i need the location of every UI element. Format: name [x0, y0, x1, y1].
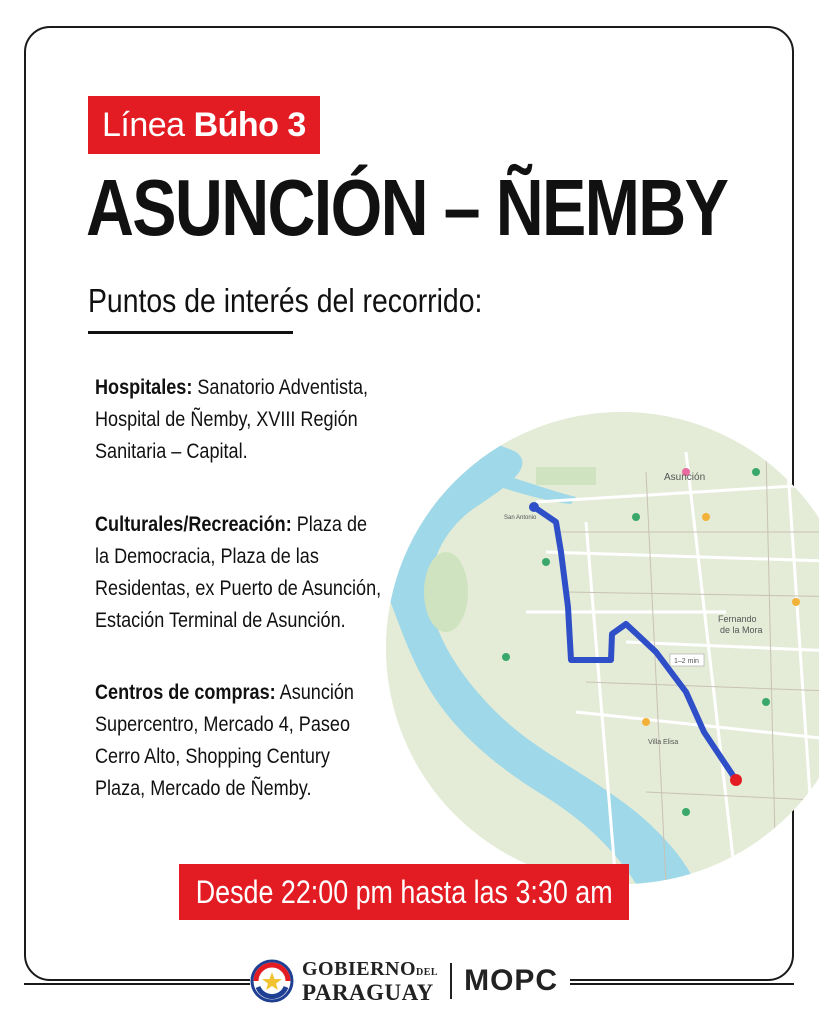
gov-line2: PARAGUAY — [302, 980, 434, 1005]
map-label-de-la-mora: de la Mora — [720, 625, 763, 635]
route-end-marker — [730, 774, 742, 786]
footer-line-right — [565, 983, 794, 985]
section-label: Culturales/Recreación: — [95, 513, 292, 536]
schedule-banner — [179, 864, 629, 920]
schedule-text: Desde 22:00 pm hasta las 3:30 am — [195, 873, 613, 910]
map-label-villa-elisa: Villa Elisa — [648, 739, 679, 746]
section-culture — [95, 509, 382, 637]
section-label: Hospitales: — [95, 376, 193, 399]
logo-separator — [450, 963, 452, 999]
route-subtitle: Puntos de interés del recorrido: — [88, 282, 483, 319]
route-start-marker — [529, 502, 539, 512]
subtitle-underline — [88, 331, 293, 334]
section-text: Plaza de la Democracia, Plaza de las Residentas, ex Puerto de Asunción, Estación Terminal de Asunción. — [95, 513, 382, 632]
park-area — [536, 467, 596, 485]
section-hospitals — [95, 372, 369, 468]
section-shopping — [95, 677, 353, 805]
section-text: Sanatorio Adventista, Hospital de Ñemby, XVIII Región Sanitaria – Capital. — [95, 376, 369, 463]
gov-del: DEL — [416, 967, 439, 978]
map-label-asuncion: Asunción — [664, 472, 706, 483]
section-text: Asunción Supercentro, Mercado 4, Paseo Cerro Alto, Shopping Century Plaza, Mercado de Ñemby. — [95, 681, 354, 800]
line-prefix: Línea — [102, 105, 185, 144]
map-label-fernando: Fernando — [718, 614, 757, 624]
mopc-logo: MOPC — [464, 964, 559, 997]
route-title: ASUNCIÓN – ÑEMBY — [86, 163, 728, 252]
island-park — [424, 552, 468, 632]
gov-line1: GOBIERNO — [302, 958, 417, 980]
line-badge — [88, 96, 320, 154]
footer-line-left — [24, 983, 254, 985]
footer-logos — [250, 955, 570, 1007]
line-name: Búho 3 — [193, 105, 306, 144]
section-label: Centros de compras: — [95, 681, 276, 704]
paraguay-seal-icon — [250, 959, 294, 1003]
map-label-san-antonio: San Antonio — [504, 515, 537, 521]
gov-wordmark — [302, 959, 438, 1003]
travel-time-label: 1–2 min — [674, 658, 699, 665]
